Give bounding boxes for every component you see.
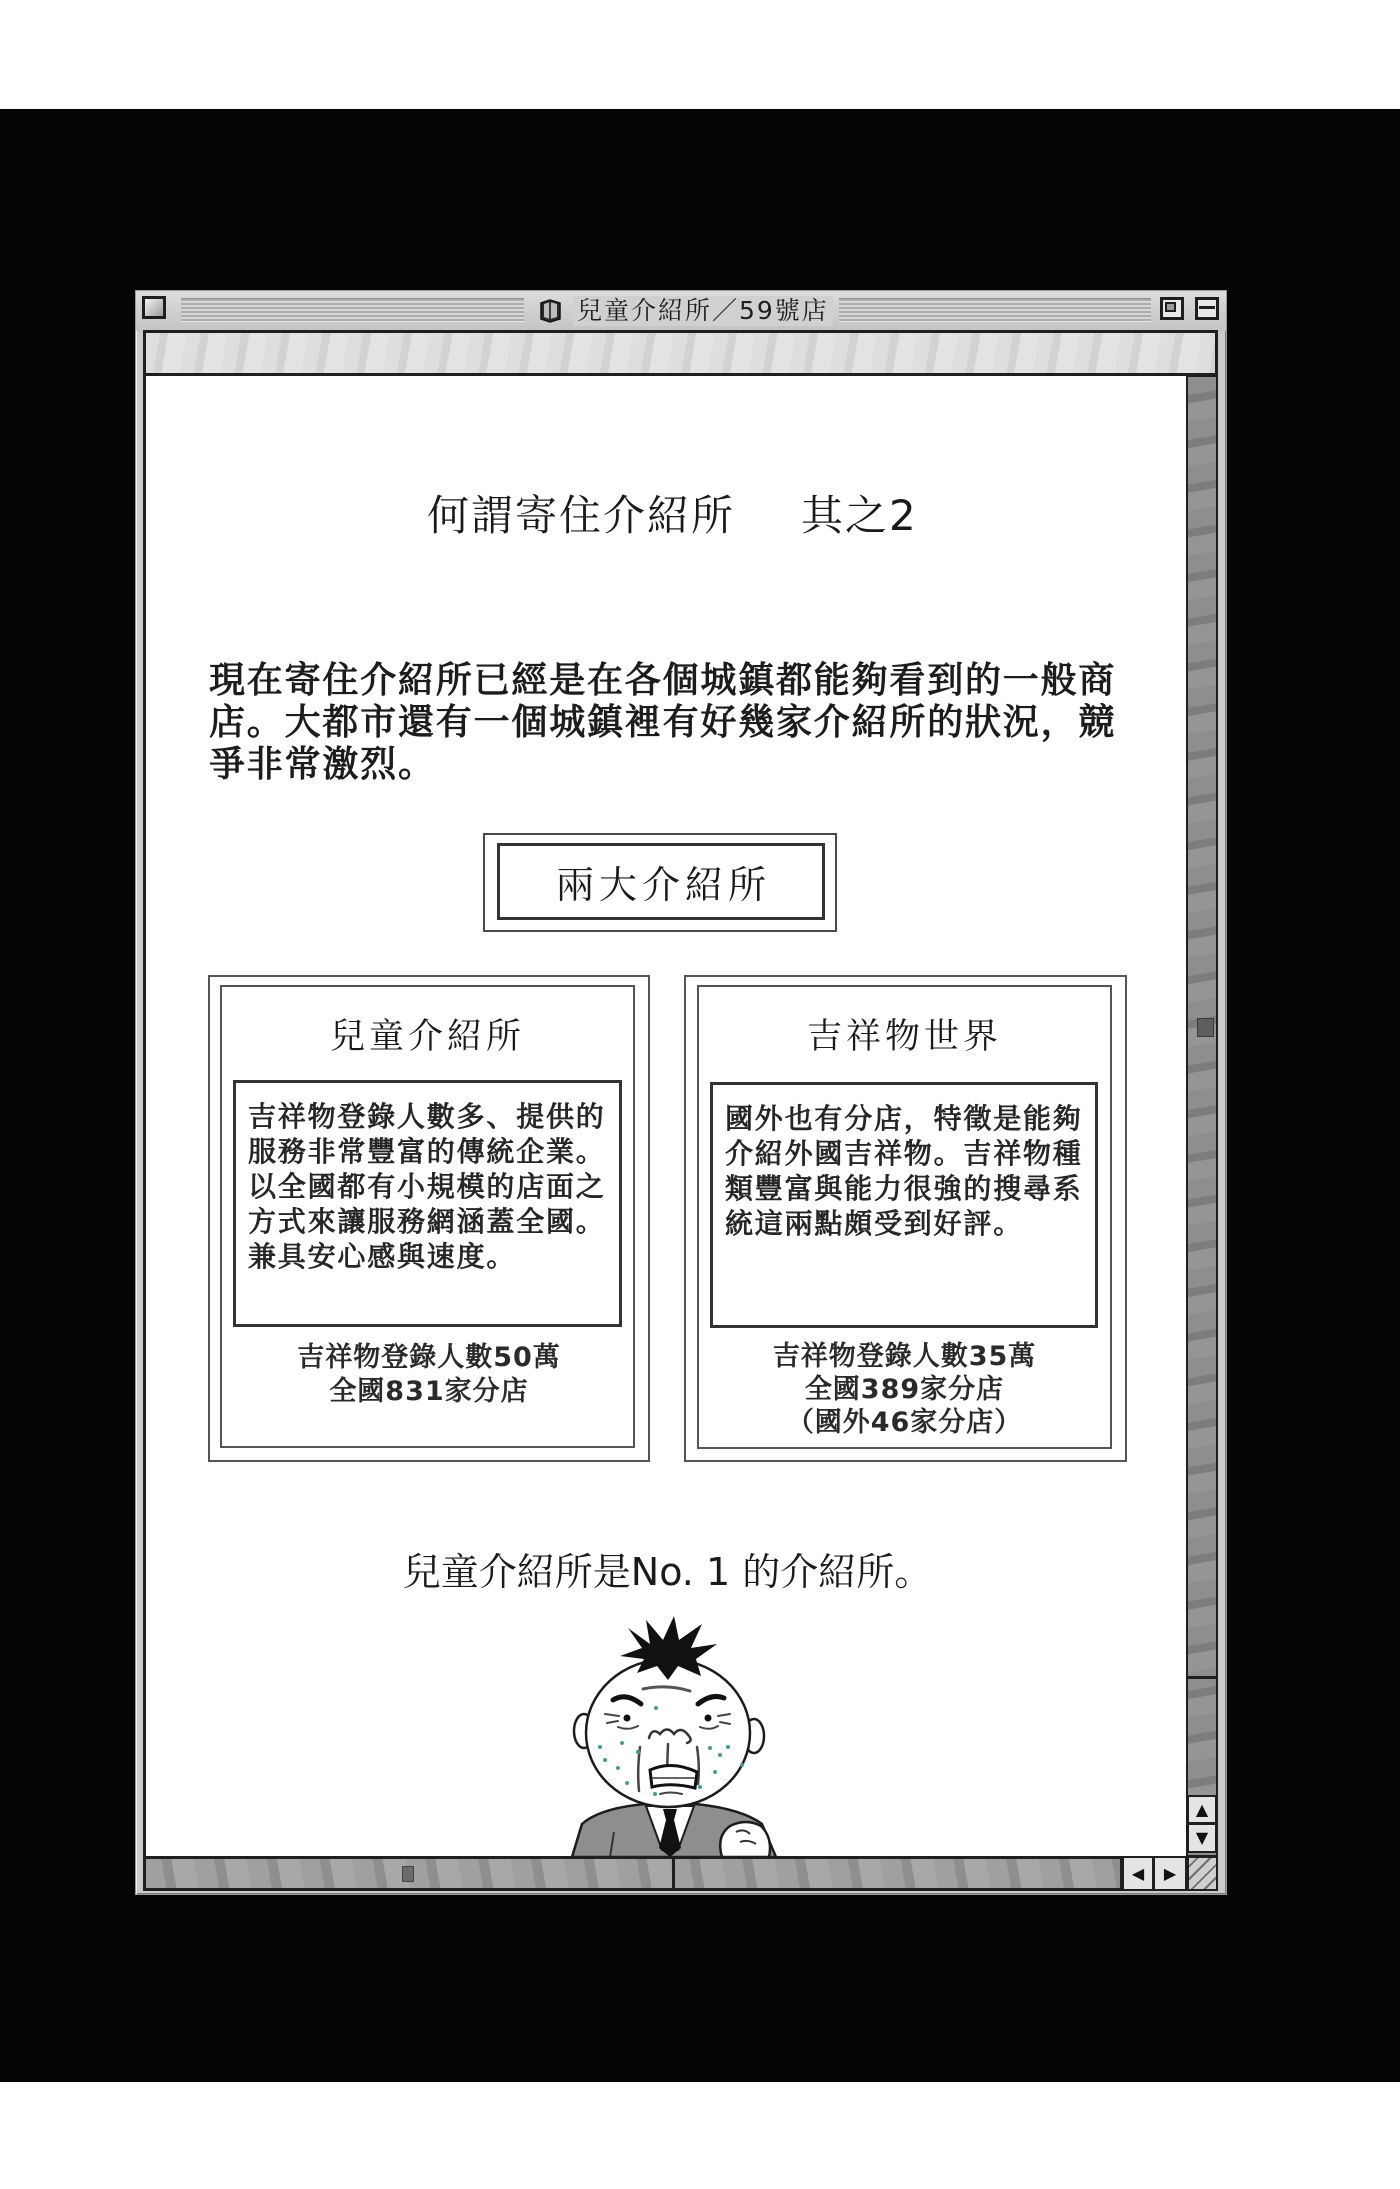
description-line: 兼具安心感與速度。 (248, 1240, 517, 1273)
zoom-box-icon[interactable] (1160, 297, 1184, 320)
window-title: 兒童介紹所／59號店 (573, 296, 833, 326)
title-bar-stripes-left (181, 298, 524, 322)
description-line: 服務非常豐富的傳統企業。 (248, 1135, 606, 1168)
businessman-character-illustration (550, 1610, 790, 1857)
scroll-left-button[interactable] (1122, 1856, 1154, 1891)
scroll-up-button[interactable] (1187, 1795, 1217, 1824)
resize-grip-icon[interactable] (1187, 1856, 1218, 1891)
stats-line: 全國831家分店 (329, 1376, 529, 1407)
vertical-scrollbar-thumb[interactable] (1197, 1018, 1214, 1037)
vertical-scrollbar-split[interactable] (1188, 1676, 1216, 1679)
intro-line: 爭非常激烈。 (209, 744, 436, 785)
agency-description (233, 1080, 622, 1327)
page-title-main: 何謂寄住介紹所 (427, 491, 736, 540)
horizontal-scrollbar-split[interactable] (672, 1858, 675, 1889)
notebook-icon (538, 297, 564, 323)
arrow-down-icon: ▼ (1195, 1828, 1209, 1847)
agency-stats (220, 1341, 638, 1409)
page-title-part: 其之2 (801, 491, 918, 540)
horizontal-scrollbar-thumb[interactable] (402, 1866, 414, 1882)
agency-name: 兒童介紹所 (329, 1017, 525, 1057)
description-line: 吉祥物登錄人數多、提供的 (248, 1100, 606, 1133)
agency-name: 吉祥物世界 (806, 1017, 1002, 1057)
zoom-box-inner-square (1165, 302, 1176, 312)
scroll-right-button[interactable] (1153, 1856, 1187, 1891)
stats-line: 吉祥物登錄人數35萬 (772, 1341, 1037, 1372)
window-header-strip (143, 330, 1218, 376)
agency-stats (697, 1340, 1112, 1439)
description-line: 以全國都有小規模的店面之 (248, 1170, 606, 1203)
description-line: 類豐富與能力很強的搜尋系 (725, 1172, 1083, 1205)
close-box-icon[interactable] (142, 296, 166, 319)
intro-line: 店。大都市還有一個城鎮裡有好幾家介紹所的狀況，競 (209, 702, 1117, 743)
stats-line: 吉祥物登錄人數50萬 (297, 1342, 561, 1373)
vertical-scrollbar-track[interactable] (1186, 375, 1218, 1857)
title-bar-stripes-right (839, 298, 1151, 322)
section-title: 兩大介紹所 (497, 843, 825, 920)
intro-line: 現在寄住介紹所已經是在各個城鎮都能夠看到的一般商 (209, 660, 1117, 701)
arrow-up-icon: ▲ (1195, 1799, 1209, 1819)
scroll-down-button[interactable] (1187, 1823, 1217, 1853)
agency-description (710, 1082, 1098, 1328)
stats-line: 全國389家分店 (804, 1374, 1005, 1405)
collapse-box-icon[interactable] (1195, 297, 1219, 320)
conclusion-text: 兒童介紹所是No. 1 的介紹所。 (402, 1550, 933, 1594)
stats-line: （國外46家分店） (786, 1407, 1023, 1438)
collapse-box-bar (1199, 306, 1215, 309)
fist (720, 1822, 770, 1857)
description-line: 介紹外國吉祥物。吉祥物種 (725, 1137, 1083, 1170)
arrow-left-icon: ◀ (1131, 1863, 1145, 1883)
description-line: 統這兩點頗受到好評。 (725, 1207, 1024, 1240)
arrow-right-icon: ▶ (1163, 1863, 1177, 1883)
horizontal-scrollbar-track[interactable] (143, 1856, 1123, 1891)
intro-paragraph (209, 660, 1116, 786)
description-line: 方式來讓服務網涵蓋全國。 (248, 1205, 606, 1238)
description-line: 國外也有分店，特徵是能夠 (725, 1102, 1083, 1135)
page-title (427, 491, 918, 540)
